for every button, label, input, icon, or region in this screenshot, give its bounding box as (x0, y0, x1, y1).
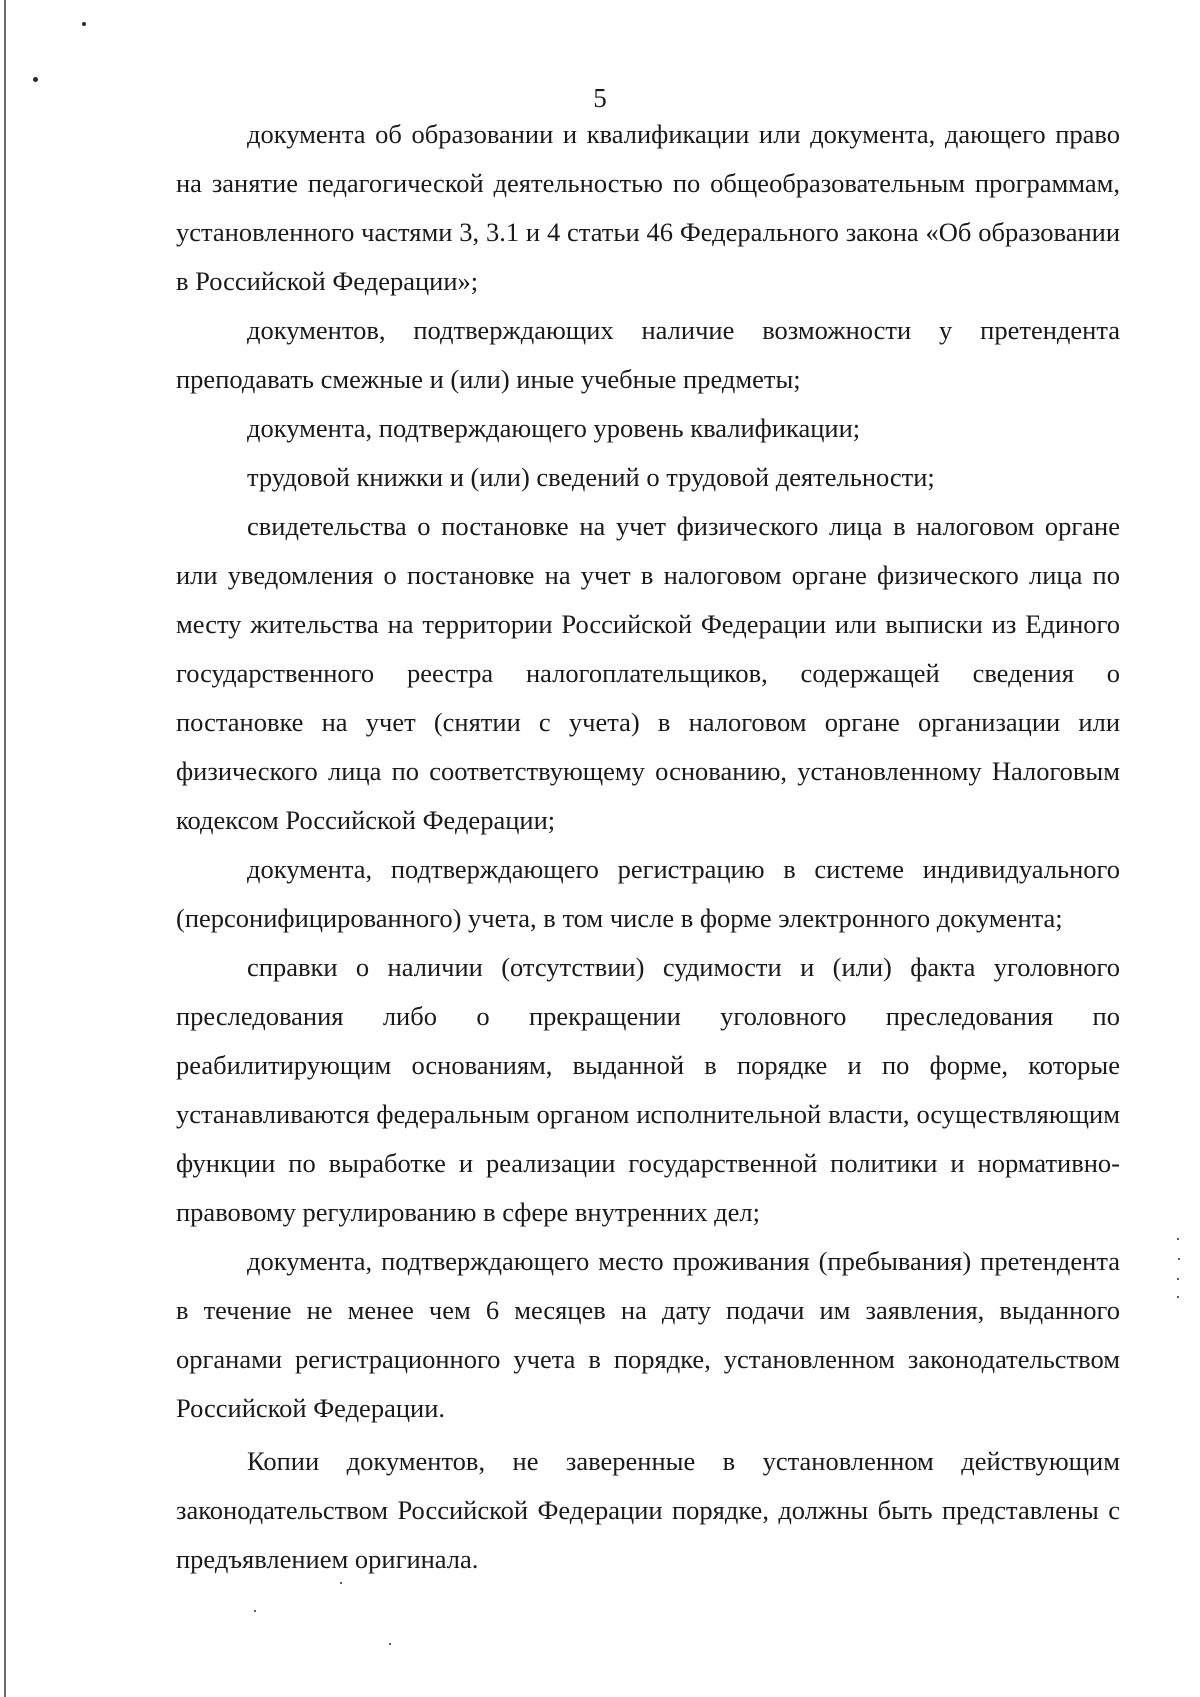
scan-speck (1177, 1278, 1179, 1280)
scan-speck (389, 1643, 391, 1645)
paragraph-criminal-record: справки о наличии (отсутствии) судимости и (или) факта уголовного преследования либо о прекращении уголовного преследования по реабилитирующим основаниям, выданной в порядке и по форме, которые устанавливаются федеральным органом исполнительной власти, осуществляющим функции по выработке и реализации государственной политики и нормативно-правовому регулированию в сфере внутренних дел; (176, 952, 1120, 1227)
scan-speck (82, 22, 86, 26)
paragraph-education-document: документа об образовании и квалификации или документа, дающего право на занятие педагогической деятельностью по общеобразовательным программам, установленного частями 3, 3.1 и 4 статьи 46 Федерального закона «Об образовании в Российской Федерации»; (176, 119, 1120, 296)
scan-edge-line (4, 0, 6, 1697)
scan-speck (1177, 1238, 1179, 1240)
paragraph-copies: Копии документов, не заверенные в установленном действующим законодательством Российской Федерации порядке, должны быть представлены с предъявлением оригинала. (176, 1446, 1120, 1574)
page-number: 5 (593, 83, 607, 113)
scan-speck (254, 1610, 256, 1612)
paragraph-personalized-accounting: документа, подтверждающего регистрацию в системе индивидуального (персонифицированного) учета, в том числе в форме электронного документа; (176, 854, 1120, 933)
scan-speck (1178, 1258, 1180, 1260)
paragraph-tax-registration: свидетельства о постановке на учет физического лица в налоговом органе или уведомления о постановке на учет в налоговом органе физического лица по месту жительства на территории Российской Федерации или выписки из Единого государственного реестра налогоплательщиков, содержащей сведения о постановке на учет (снятии с учета) в налоговом органе организации или физического лица по соответствующему основанию, установленному Налоговым кодексом Российской Федерации; (176, 511, 1120, 835)
paragraph-employment-record: трудовой книжки и (или) сведений о трудовой деятельности; (247, 462, 935, 492)
paragraph-related-subjects: документов, подтверждающих наличие возможности у претендента преподавать смежные и (или) иные учебные предметы; (176, 315, 1120, 394)
scan-speck (1177, 1296, 1179, 1298)
document-body (176, 110, 1120, 1584)
paragraph-qualification-level: документа, подтверждающего уровень квалификации; (247, 413, 861, 443)
paragraph-residence: документа, подтверждающего место проживания (пребывания) претендента в течение не менее чем 6 месяцев на дату подачи им заявления, выданного органами регистрационного учета в порядке, установленном законодательством Российской Федерации. (176, 1246, 1120, 1423)
